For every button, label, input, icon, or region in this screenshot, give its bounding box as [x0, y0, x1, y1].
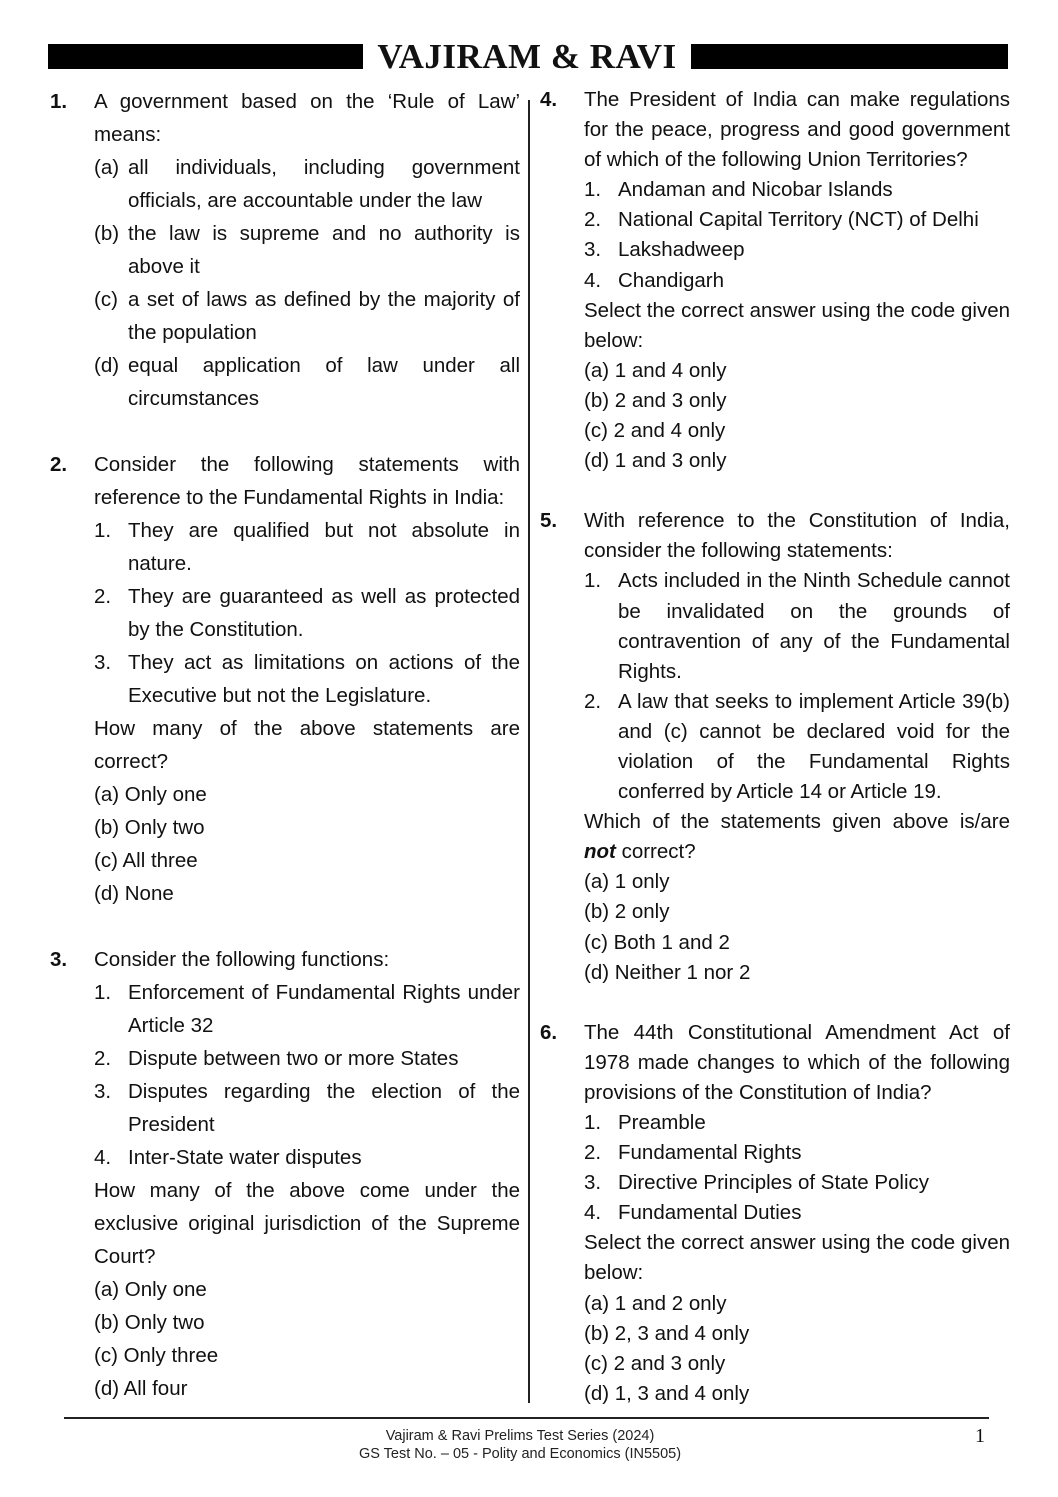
item-text: Directive Principles of State Policy [618, 1171, 930, 1195]
function-item [94, 1042, 520, 1075]
item-label: 1. [94, 519, 112, 542]
question-prompt: Select the correct answer using the code given below: [584, 298, 1010, 352]
item-label: 1. [94, 981, 112, 1004]
option-c [94, 283, 520, 349]
answer-choice: (b) Only two [94, 816, 205, 839]
option-a [94, 151, 520, 217]
answer-choice: (b) 2 and 3 only [584, 388, 727, 412]
option-text: the law is supreme and no authority is above it [128, 222, 520, 278]
item-label: 4. [584, 268, 602, 292]
function-item [94, 1075, 520, 1141]
question-4 [538, 85, 1010, 476]
prompt-text: Which of the statements given above is/are [584, 810, 1010, 834]
option-label: (a) [94, 156, 120, 179]
question-stem: The 44th Constitutional Amendment Act of 1978 made changes to which of the following provisions of the Constitution of India? [584, 1020, 1010, 1104]
item-text: They act as limitations on actions of the Executive but not the Legislature. [128, 651, 520, 707]
option-text: equal application of law under all circumstances [128, 354, 520, 410]
function-item [94, 1141, 520, 1174]
function-item [94, 976, 520, 1042]
item-label: 4. [584, 1201, 602, 1225]
page-footer [290, 1427, 750, 1463]
prompt-emphasis: not [584, 840, 616, 864]
answer-choice: (d) 1, 3 and 4 only [584, 1381, 750, 1405]
question-stem: Consider the following functions: [94, 948, 390, 971]
question-stem: With reference to the Constitution of India, consider the following statements: [584, 509, 1010, 563]
item-text: They are guaranteed as well as protected by the Constitution. [128, 585, 520, 641]
item-text: Fundamental Rights [618, 1141, 802, 1165]
item-label: 2. [584, 1141, 602, 1165]
option-label: (d) [94, 354, 120, 377]
answer-choice: (a) 1 only [584, 870, 670, 894]
answer-choice: (d) 1 and 3 only [584, 449, 727, 473]
answer-choice: (a) 1 and 4 only [584, 358, 727, 382]
option-text: all individuals, including government officials, are accountable under the law [128, 156, 520, 212]
item-text: They are qualified but not absolute in nature. [128, 519, 520, 575]
page-header [48, 38, 1008, 78]
right-column [538, 85, 1010, 1409]
provision-item [584, 1168, 1010, 1198]
item-label: 3. [94, 651, 112, 674]
question-number: 4. [540, 88, 558, 111]
provision-item [584, 1198, 1010, 1228]
footer-rule [64, 1417, 989, 1419]
option-text: a set of laws as defined by the majority of the population [128, 288, 520, 344]
item-label: 3. [584, 1171, 602, 1195]
answer-choice: (b) 2 only [584, 900, 670, 924]
item-label: 2. [584, 208, 602, 232]
territory-item [584, 235, 1010, 265]
question-5 [538, 506, 1010, 988]
item-label: 3. [584, 238, 602, 262]
question-number: 3. [50, 948, 68, 971]
question-stem: Consider the following statements with reference to the Fundamental Rights in India: [94, 453, 520, 509]
statement-item [94, 646, 520, 712]
item-text: Enforcement of Fundamental Rights under Article 32 [128, 981, 520, 1037]
header-title: VAJIRAM & RAVI [377, 37, 677, 76]
answer-choice: (c) All three [94, 849, 198, 872]
item-text: Disputes regarding the election of the President [128, 1080, 520, 1136]
question-stem: The President of India can make regulations for the peace, progress and good government of which of the following Union Territories? [584, 88, 1010, 172]
question-stem: A government based on the ‘Rule of Law’ means: [94, 90, 520, 146]
option-label: (c) [94, 288, 118, 311]
item-label: 4. [94, 1146, 112, 1169]
answer-choice: (c) 2 and 4 only [584, 419, 726, 443]
answer-choice: (a) Only one [94, 783, 207, 806]
question-number: 5. [540, 509, 558, 533]
answer-choice: (c) 2 and 3 only [584, 1351, 726, 1375]
item-text: Chandigarh [618, 268, 724, 292]
answer-choice: (b) 2, 3 and 4 only [584, 1321, 750, 1345]
item-text: A law that seeks to implement Article 39(b) and (c) cannot be declared void for the violation of the Fundamental Rights conferred by Article 14 or Article 19. [618, 689, 1010, 804]
answer-choice: (d) All four [94, 1377, 188, 1400]
item-label: 2. [584, 689, 602, 713]
answer-choice: (a) Only one [94, 1278, 207, 1301]
question-prompt: Select the correct answer using the code given below: [584, 1231, 1010, 1285]
item-label: 2. [94, 585, 112, 608]
option-b [94, 217, 520, 283]
header-bar-right [691, 44, 1008, 69]
option-d [94, 349, 520, 415]
provision-item [584, 1108, 1010, 1138]
item-text: Dispute between two or more States [128, 1047, 459, 1070]
footer-test-info: GS Test No. – 05 - Polity and Economics (IN5505) [358, 1446, 682, 1462]
question-3 [48, 943, 520, 1405]
territory-item [584, 205, 1010, 235]
header-bar-left [48, 44, 363, 69]
question-2 [48, 448, 520, 910]
answer-choice: (a) 1 and 2 only [584, 1291, 727, 1315]
item-text: Andaman and Nicobar Islands [618, 178, 893, 202]
item-text: Acts included in the Ninth Schedule cannot be invalidated on the grounds of contravention of any of the Fundamental Rights. [618, 569, 1010, 683]
answer-choice: (b) Only two [94, 1311, 205, 1334]
item-label: 3. [94, 1080, 112, 1103]
question-prompt [584, 807, 1010, 867]
statement-item [94, 514, 520, 580]
answer-choice: (d) None [94, 882, 174, 905]
item-text: Lakshadweep [618, 238, 745, 262]
item-label: 1. [584, 178, 602, 202]
footer-series: Vajiram & Ravi Prelims Test Series (2024) [385, 1428, 655, 1444]
question-prompt: How many of the above come under the exclusive original jurisdiction of the Supreme Court? [94, 1179, 520, 1268]
answer-choice: (d) Neither 1 nor 2 [584, 960, 751, 984]
question-prompt: How many of the above statements are correct? [94, 717, 520, 773]
page-number: 1 [975, 1425, 985, 1447]
answer-choice: (c) Only three [94, 1344, 219, 1367]
question-number: 1. [50, 90, 68, 113]
option-label: (b) [94, 222, 120, 245]
answer-choice: (c) Both 1 and 2 [584, 930, 730, 954]
provision-item [584, 1138, 1010, 1168]
statement-item [94, 580, 520, 646]
statement-item [584, 687, 1010, 807]
column-divider [528, 100, 530, 1403]
left-column [48, 85, 520, 1405]
item-text: Inter-State water disputes [128, 1146, 362, 1169]
item-text: Preamble [618, 1111, 706, 1134]
item-label: 1. [584, 1111, 602, 1134]
question-6 [538, 1018, 1010, 1409]
question-number: 6. [540, 1020, 558, 1044]
statement-item [584, 566, 1010, 686]
question-1 [48, 85, 520, 415]
prompt-text: correct? [621, 840, 696, 864]
territory-item [584, 175, 1010, 205]
item-text: National Capital Territory (NCT) of Delhi [618, 208, 979, 232]
territory-item [584, 266, 1010, 296]
item-label: 1. [584, 569, 602, 593]
item-label: 2. [94, 1047, 112, 1070]
question-number: 2. [50, 453, 68, 476]
item-text: Fundamental Duties [618, 1201, 802, 1225]
